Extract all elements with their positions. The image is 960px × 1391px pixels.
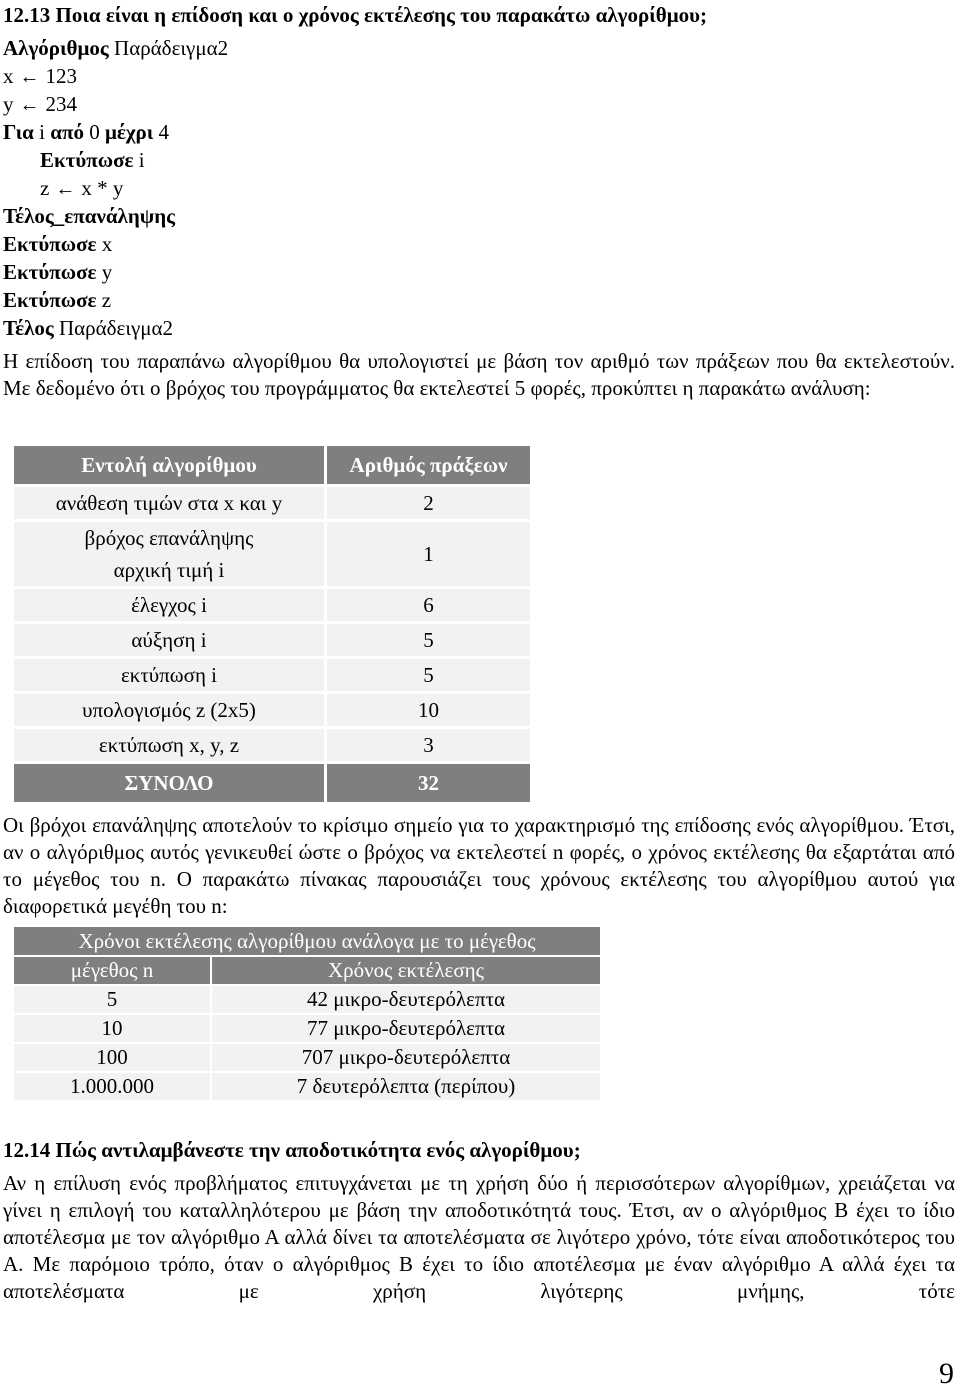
print-arg-x: x	[101, 232, 113, 256]
table-header-row	[14, 446, 530, 486]
var-z: z	[40, 176, 50, 200]
var-y: y	[3, 92, 14, 116]
table-total-row	[14, 763, 530, 803]
table-row	[14, 1014, 600, 1043]
table-row	[14, 728, 530, 763]
algo-line-print-x	[3, 231, 112, 257]
execution-times-table	[14, 927, 600, 1102]
total-value: 32	[326, 763, 531, 803]
column-header: Εντολή αλγορίθμου	[14, 446, 326, 486]
count-cell: 5	[326, 623, 531, 658]
table-row	[14, 1043, 600, 1072]
command-cell: εκτύπωση i	[14, 658, 326, 693]
table-row	[14, 521, 530, 588]
keyword-print: Εκτύπωσε	[40, 148, 134, 172]
column-header: Αριθμός πράξεων	[326, 446, 531, 486]
var-x: x	[3, 64, 14, 88]
table-row	[14, 623, 530, 658]
table-row	[14, 588, 530, 623]
time-cell: 42 μικρο-δευτερόλεπτα	[211, 985, 600, 1014]
value-y: 234	[45, 92, 77, 116]
keyword-print: Εκτύπωσε	[3, 232, 97, 256]
count-cell: 2	[326, 486, 531, 521]
from-value: 0	[89, 120, 100, 144]
algo-line-print-y	[3, 259, 112, 285]
total-label: ΣΥΝΟΛΟ	[14, 763, 326, 803]
algo-line-end	[3, 315, 173, 341]
command-cell: έλεγχος i	[14, 588, 326, 623]
column-header: μέγεθος n	[14, 956, 211, 985]
algo-line-assign-y	[3, 91, 77, 118]
command-line: βρόχος επανάληψης	[84, 526, 254, 550]
n-cell: 5	[14, 985, 211, 1014]
paragraph-performance: Η επίδοση του παραπάνω αλγορίθμου θα υπολογιστεί με βάση τον αριθμό των πράξεων που θα εκτελεστούν. Με δεδομένο ότι ο βρόχος του προγράμματος θα εκτελεστεί 5 φορές, προκύπτει η παρακάτω ανάλυση:	[3, 349, 955, 400]
count-cell: 5	[326, 658, 531, 693]
algo-line-print-i	[40, 147, 145, 173]
section-heading-12-14: 12.14 Πώς αντιλαμβάνεστε την αποδοτικότητα ενός αλγορίθμου;	[3, 1138, 581, 1162]
keyword-from: από	[50, 120, 84, 144]
column-header: Χρόνος εκτέλεσης	[211, 956, 600, 985]
count-cell: 1	[326, 521, 531, 588]
keyword-print: Εκτύπωσε	[3, 288, 97, 312]
algo-line-end-loop: Τέλος_επανάληψης	[3, 204, 176, 228]
table-row	[14, 985, 600, 1014]
command-cell: αύξηση i	[14, 623, 326, 658]
count-cell: 6	[326, 588, 531, 623]
command-cell: εκτύπωση x, y, z	[14, 728, 326, 763]
table-row	[14, 1072, 600, 1101]
z-expression: x * y	[81, 176, 124, 200]
count-cell: 3	[326, 728, 531, 763]
left-arrow-icon: ←	[19, 94, 40, 116]
page-number: 9	[939, 1357, 954, 1390]
table-row	[14, 486, 530, 521]
algorithm-name: Παράδειγμα2	[114, 36, 229, 60]
print-arg-i: i	[138, 148, 145, 172]
left-arrow-icon: ←	[55, 178, 76, 200]
operations-table	[14, 446, 530, 802]
command-line: αρχική τιμή i	[113, 558, 225, 582]
section-heading-12-13: 12.13 Ποια είναι η επίδοση και ο χρόνος εκτέλεσης του παρακάτω αλγορίθμου;	[3, 3, 708, 27]
command-cell: ανάθεση τιμών στα x και y	[14, 486, 326, 521]
table-row	[14, 658, 530, 693]
to-value: 4	[158, 120, 170, 144]
print-arg-z: z	[101, 288, 112, 312]
table-title: Χρόνοι εκτέλεσης αλγορίθμου ανάλογα με το μέγεθος	[14, 927, 600, 956]
value-x: 123	[45, 64, 77, 88]
time-cell: 707 μικρο-δευτερόλεπτα	[211, 1043, 600, 1072]
keyword-to: μέχρι	[104, 120, 154, 144]
keyword-for: Για	[3, 120, 34, 144]
algo-line-assign-z	[40, 175, 123, 202]
table-title-row	[14, 927, 600, 956]
command-cell	[14, 521, 326, 588]
algo-line-assign-x	[3, 63, 77, 90]
table-header-row	[14, 956, 600, 985]
left-arrow-icon: ←	[19, 66, 40, 88]
keyword-end: Τέλος	[3, 316, 54, 340]
algo-line-print-z	[3, 287, 111, 313]
n-cell: 1.000.000	[14, 1072, 211, 1101]
paragraph-loops: Οι βρόχοι επανάληψης αποτελούν το κρίσιμο σημείο για το χαρακτηρισμό της επίδοσης ενός αλγορίθμου. Έτσι, αν ο αλγόριθμος αυτός γενικευθεί ώστε ο βρόχος να εκτελεστεί n φορές, ο χρόνος εκτέλεσης θα εξαρτάται από το μέγεθος του n. Ο παρακάτω πίνακας παρουσιάζει τους χρόνους εκτέλεσης του αλγορίθμου αυτού για διαφορετικά μεγέθη του n:	[3, 813, 955, 918]
command-cell: υπολογισμός z (2x5)	[14, 693, 326, 728]
algo-line-header	[3, 35, 228, 61]
n-cell: 10	[14, 1014, 211, 1043]
print-arg-y: y	[101, 260, 113, 284]
paragraph-efficiency: Αν η επίλυση ενός προβλήματος επιτυγχάνεται με τη χρήση δύο ή περισσότερων αλγορίθμων, χρειάζεται να γίνει η επιλογή του καταλληλότερου με βάση την αποδοτικότητά τους. Έτσι, αν ο αλγόριθμος Β έχει το ίδιο αποτέλεσμα με τον αλγόριθμο Α αλλά δίνει τα αποτελέσματα σε λιγότερο χρόνο, τότε είναι αποδοτικότερος του Α. Με παρόμοιο τρόπο, όταν ο αλγόριθμος Β έχει το ίδιο αποτέλεσμα με έναν αλγόριθμο Α αλλά έχει τα αποτελέσματα με χρήση λιγότερης μνήμης, τότε	[3, 1171, 955, 1303]
time-cell: 7 δευτερόλεπτα (περίπου)	[211, 1072, 600, 1101]
algo-line-for	[3, 119, 169, 145]
table-row	[14, 693, 530, 728]
keyword-algorithm: Αλγόριθμος	[3, 36, 109, 60]
count-cell: 10	[326, 693, 531, 728]
n-cell: 100	[14, 1043, 211, 1072]
loop-var: i	[39, 120, 45, 144]
end-algorithm-name: Παράδειγμα2	[59, 316, 174, 340]
keyword-print: Εκτύπωσε	[3, 260, 97, 284]
time-cell: 77 μικρο-δευτερόλεπτα	[211, 1014, 600, 1043]
